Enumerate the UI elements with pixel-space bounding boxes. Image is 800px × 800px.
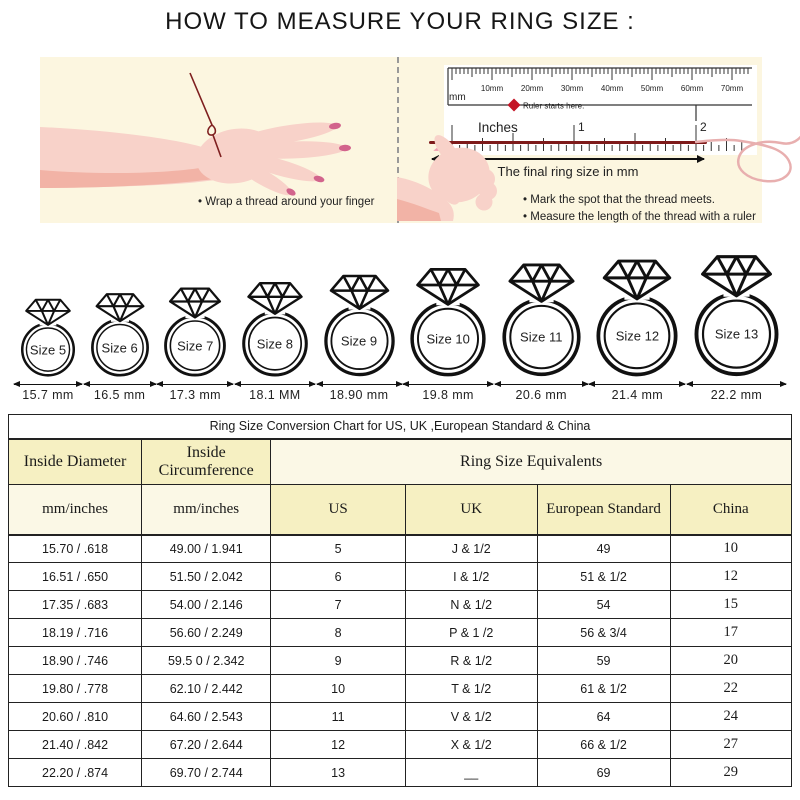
table-row xyxy=(9,619,792,647)
cell-us: 12 xyxy=(271,731,406,759)
ring-diameter-arrow xyxy=(403,384,493,385)
ring-diameter-arrow xyxy=(157,384,233,385)
cell-circumference: 64.60 / 2.543 xyxy=(142,703,271,731)
cell-diameter: 15.70 / .618 xyxy=(9,535,142,563)
ring-art xyxy=(90,287,150,377)
cell-us: 10 xyxy=(271,675,406,703)
table-row xyxy=(9,535,792,563)
right-hand-illustration xyxy=(397,111,527,221)
bullet-icon: • xyxy=(523,194,528,206)
instruction-panels xyxy=(40,57,762,223)
ring-diameter-label: 15.7 mm xyxy=(22,388,74,402)
cell-uk: N & 1/2 xyxy=(405,591,537,619)
diamond-icon xyxy=(331,276,388,309)
bullet-icon: • xyxy=(523,211,528,223)
ring-art xyxy=(409,260,487,377)
cell-circumference: 62.10 / 2.442 xyxy=(142,675,271,703)
table-row xyxy=(9,731,792,759)
cell-us: 9 xyxy=(271,647,406,675)
page-title: HOW TO MEASURE YOUR RING SIZE : xyxy=(165,8,635,35)
ring-size-label: Size 5 xyxy=(29,342,67,358)
wrap-thread-caption: • Wrap a thread around your finger xyxy=(198,196,375,208)
cell-uk: X & 1/2 xyxy=(405,731,537,759)
cell-circumference: 49.00 / 1.941 xyxy=(142,535,271,563)
svg-text:2: 2 xyxy=(700,120,707,134)
table-row xyxy=(9,591,792,619)
svg-text:50mm: 50mm xyxy=(640,84,664,93)
cell-european-standard: 64 xyxy=(537,703,670,731)
ring-figure xyxy=(495,255,588,402)
header-ring-size-equivalents: Ring Size Equivalents xyxy=(271,439,792,485)
cell-diameter: 16.51 / .650 xyxy=(9,563,142,591)
subheader-us: US xyxy=(271,485,406,535)
diamond-icon xyxy=(605,261,671,299)
cell-european-standard: 56 & 3/4 xyxy=(537,619,670,647)
step-panel-wrap-thread xyxy=(40,57,397,223)
ring-diameter-label: 21.4 mm xyxy=(611,388,664,402)
ring-diameter-arrow xyxy=(235,384,315,385)
cell-diameter: 18.19 / .716 xyxy=(9,619,142,647)
mark-spot-caption: • Mark the spot that the thread meets. xyxy=(523,194,715,206)
cell-china: 22 xyxy=(670,675,791,703)
ring-diameter-label: 18.90 mm xyxy=(329,388,389,402)
ring-diameter-arrow xyxy=(495,384,588,385)
cell-european-standard: 69 xyxy=(537,759,670,787)
table-row xyxy=(9,759,792,787)
diamond-icon xyxy=(703,257,771,296)
ruler-starts-here-label: Ruler starts here. xyxy=(523,101,585,111)
cell-uk: P & 1 /2 xyxy=(405,619,537,647)
header-inside-circumference: Inside Circumference xyxy=(142,439,271,485)
ring-size-label: Size 7 xyxy=(177,338,214,354)
final-size-caption: The final ring size in mm xyxy=(497,164,639,179)
cell-diameter: 17.35 / .683 xyxy=(9,591,142,619)
subheader-uk: UK xyxy=(405,485,537,535)
diamond-icon xyxy=(170,289,220,318)
inches-label: Inches xyxy=(478,120,518,135)
table-row xyxy=(9,675,792,703)
cell-diameter: 19.80 / .778 xyxy=(9,675,142,703)
ring-diameter-arrow xyxy=(84,384,156,385)
diamond-ring-icon xyxy=(595,251,679,377)
cell-circumference: 59.5 0 / 2.342 xyxy=(142,647,271,675)
ring-figure xyxy=(589,251,685,402)
ring-diameter-arrow xyxy=(589,384,685,385)
cell-uk: R & 1/2 xyxy=(405,647,537,675)
cell-diameter: 20.60 / .810 xyxy=(9,703,142,731)
ring-figure xyxy=(235,275,315,402)
cell-china: 27 xyxy=(670,731,791,759)
ring-art xyxy=(323,267,396,377)
table-title-row xyxy=(9,415,792,439)
thread-curl-icon xyxy=(695,115,800,191)
cell-diameter: 22.20 / .874 xyxy=(9,759,142,787)
cell-us: 8 xyxy=(271,619,406,647)
ring-figure xyxy=(14,293,82,402)
cell-uk: V & 1/2 xyxy=(405,703,537,731)
cell-china: 15 xyxy=(670,591,791,619)
diamond-ring-icon xyxy=(20,293,76,377)
ring-size-label: Size 13 xyxy=(714,326,759,342)
diamond-icon xyxy=(418,269,479,304)
table-row xyxy=(9,563,792,591)
cell-european-standard: 61 & 1/2 xyxy=(537,675,670,703)
ring-size-label: Size 10 xyxy=(426,331,470,347)
ring-size-label: Size 11 xyxy=(520,329,563,345)
ring-diameter-label: 18.1 MM xyxy=(249,388,301,402)
diamond-ring-icon xyxy=(323,267,396,377)
conversion-table xyxy=(8,414,792,787)
header-inside-diameter: Inside Diameter xyxy=(9,439,142,485)
ring-figure xyxy=(403,260,493,402)
mm-unit-label: mm xyxy=(449,92,466,103)
ring-size-label: Size 12 xyxy=(615,328,660,344)
ring-size-figures xyxy=(0,238,800,402)
diamond-ring-icon xyxy=(693,246,780,377)
svg-text:70mm: 70mm xyxy=(720,84,744,93)
svg-text:60mm: 60mm xyxy=(680,84,704,93)
ring-art xyxy=(501,255,582,377)
subheader-mm-inches-diameter: mm/inches xyxy=(9,485,142,535)
subheader-european-standard: European Standard xyxy=(537,485,670,535)
cell-european-standard: 51 & 1/2 xyxy=(537,563,670,591)
diamond-icon xyxy=(26,300,70,325)
cell-circumference: 56.60 / 2.249 xyxy=(142,619,271,647)
cell-us: 6 xyxy=(271,563,406,591)
ring-diameter-label: 16.5 mm xyxy=(93,388,146,402)
diamond-ring-icon xyxy=(241,275,309,377)
ring-art xyxy=(163,281,227,377)
diamond-icon xyxy=(248,283,301,314)
table-row xyxy=(9,647,792,675)
table-title: Ring Size Conversion Chart for US, UK ,European Standard & China xyxy=(9,415,792,439)
cell-us: 11 xyxy=(271,703,406,731)
cell-uk: J & 1/2 xyxy=(405,535,537,563)
diamond-ring-icon xyxy=(409,260,487,377)
svg-text:40mm: 40mm xyxy=(600,84,624,93)
svg-text:20mm: 20mm xyxy=(520,84,544,93)
cell-uk: T & 1/2 xyxy=(405,675,537,703)
ring-art xyxy=(693,246,780,377)
ring-art xyxy=(20,293,76,377)
table-subheader-row xyxy=(9,485,792,535)
ring-diameter-label: 17.3 mm xyxy=(169,388,221,402)
cell-diameter: 18.90 / .746 xyxy=(9,647,142,675)
diamond-ring-icon xyxy=(163,281,227,377)
svg-text:1: 1 xyxy=(578,120,585,134)
cell-uk: __ xyxy=(405,759,537,787)
step-panel-measure-ruler xyxy=(397,57,762,223)
bullet-icon: • xyxy=(198,196,203,208)
cell-china: 20 xyxy=(670,647,791,675)
ring-size-label: Size 9 xyxy=(340,333,378,349)
subheader-china: China xyxy=(670,485,791,535)
ring-size-label: Size 6 xyxy=(101,340,138,356)
cell-european-standard: 59 xyxy=(537,647,670,675)
ring-diameter-label: 22.2 mm xyxy=(710,388,763,402)
cell-us: 13 xyxy=(271,759,406,787)
measure-length-caption: • Measure the length of the thread with a ruler xyxy=(523,211,756,223)
cell-china: 24 xyxy=(670,703,791,731)
cell-us: 5 xyxy=(271,535,406,563)
cell-circumference: 51.50 / 2.042 xyxy=(142,563,271,591)
table-row xyxy=(9,703,792,731)
cell-european-standard: 54 xyxy=(537,591,670,619)
cell-circumference: 67.20 / 2.644 xyxy=(142,731,271,759)
ring-art xyxy=(241,275,309,377)
svg-text:10mm: 10mm xyxy=(480,84,504,93)
subheader-mm-inches-circumference: mm/inches xyxy=(142,485,271,535)
cell-china: 10 xyxy=(670,535,791,563)
cell-us: 7 xyxy=(271,591,406,619)
diamond-icon xyxy=(96,294,143,321)
ring-diameter-arrow xyxy=(687,384,786,385)
ring-art xyxy=(595,251,679,377)
ring-figure xyxy=(317,267,402,402)
cell-china: 29 xyxy=(670,759,791,787)
cell-circumference: 54.00 / 2.146 xyxy=(142,591,271,619)
ring-size-label: Size 8 xyxy=(256,336,293,352)
ring-diameter-arrow xyxy=(14,384,82,385)
cell-china: 12 xyxy=(670,563,791,591)
ring-figure xyxy=(687,246,786,402)
cell-european-standard: 66 & 1/2 xyxy=(537,731,670,759)
diamond-ring-icon xyxy=(90,287,150,377)
cell-european-standard: 49 xyxy=(537,535,670,563)
ring-diameter-arrow xyxy=(317,384,402,385)
cell-uk: I & 1/2 xyxy=(405,563,537,591)
svg-text:30mm: 30mm xyxy=(560,84,584,93)
table-group-header-row xyxy=(9,439,792,485)
ring-figure xyxy=(157,281,233,402)
cell-circumference: 69.70 / 2.744 xyxy=(142,759,271,787)
ring-figure xyxy=(84,287,156,402)
cell-china: 17 xyxy=(670,619,791,647)
cell-diameter: 21.40 / .842 xyxy=(9,731,142,759)
diamond-ring-icon xyxy=(501,255,582,377)
ring-diameter-label: 19.8 mm xyxy=(422,388,474,402)
ring-diameter-label: 20.6 mm xyxy=(515,388,567,402)
diamond-icon xyxy=(510,265,573,301)
